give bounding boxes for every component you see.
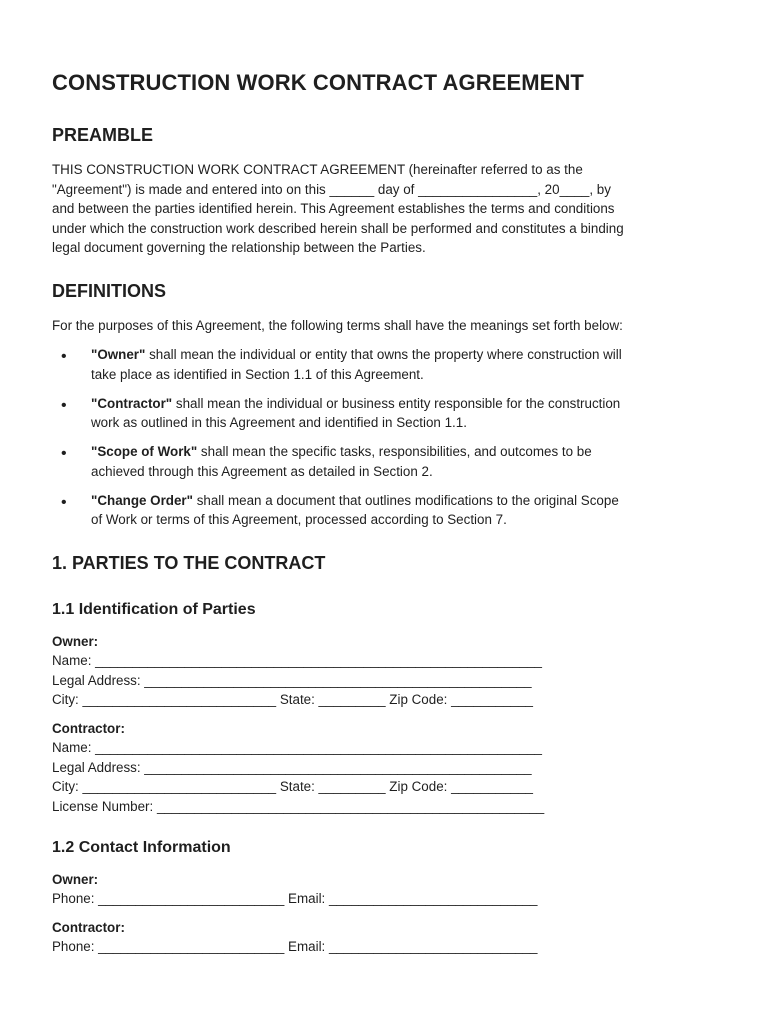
owner-label: Owner:	[52, 634, 99, 649]
definition-text: of Work or terms of this Agreement, processed according to Section 7.	[91, 512, 507, 528]
preamble-line: "Agreement") is made and entered into on this ______ day of ________________, 20____, by	[52, 181, 611, 197]
definitions-intro-text: For the purposes of this Agreement, the following terms shall have the meanings set forth below:	[52, 318, 623, 333]
owner-city-state-zip-field[interactable]: City: __________________________ State: _________ Zip Code: ___________	[52, 692, 533, 708]
definition-text: shall mean the individual or business entity responsible for the construction	[172, 395, 621, 411]
contractor-label: Contractor:	[52, 721, 125, 736]
contractor-city-state-zip-field[interactable]: City: __________________________ State: _________ Zip Code: ___________	[52, 779, 533, 795]
contractor-name-field[interactable]: Name: ____________________________________________________________	[52, 740, 542, 756]
contractor-license-field[interactable]: License Number: ____________________________________________________	[52, 798, 545, 814]
definition-text: take place as identified in Section 1.1 of this Agreement.	[91, 366, 424, 382]
definition-item	[52, 345, 722, 384]
definition-item	[52, 442, 722, 481]
owner-name-field[interactable]: Name: ____________________________________________________________	[52, 653, 542, 669]
document-title: CONSTRUCTION WORK CONTRACT AGREEMENT	[52, 70, 584, 95]
definitions-intro	[52, 316, 722, 336]
definition-term: "Change Order"	[91, 492, 193, 508]
definitions-list	[52, 345, 722, 539]
section-1-2-heading: 1.2 Contact Information	[52, 839, 231, 856]
definition-term: "Scope of Work"	[91, 444, 198, 460]
owner-contact-block	[52, 870, 722, 909]
preamble-line: THIS CONSTRUCTION WORK CONTRACT AGREEMENT (hereinafter referred to as the	[52, 162, 583, 177]
definition-item	[52, 491, 722, 530]
owner-contact-label: Owner:	[52, 872, 99, 887]
preamble-line: legal document governing the relationship between the Parties.	[52, 240, 426, 256]
contractor-address-field[interactable]: Legal Address: ____________________________________________________	[52, 759, 532, 775]
contractor-contact-block	[52, 918, 722, 957]
section-1-1-heading: 1.1 Identification of Parties	[52, 601, 256, 618]
preamble-heading: PREAMBLE	[52, 125, 154, 145]
definition-text: shall mean the individual or entity that owns the property where construction will	[145, 347, 622, 362]
contractor-phone-email-field[interactable]: Phone: _________________________ Email: ____________________________	[52, 939, 538, 955]
preamble-line: under which the construction work described herein shall be performed and constitutes a binding	[52, 220, 624, 236]
bullet-icon: •	[61, 493, 67, 511]
contractor-contact-label: Contractor:	[52, 920, 125, 935]
bullet-icon: •	[61, 348, 67, 365]
definition-text: achieved through this Agreement as detailed in Section 2.	[91, 463, 433, 479]
definition-text: work as outlined in this Agreement and identified in Section 1.1.	[91, 415, 467, 431]
definition-term: "Owner"	[91, 347, 146, 362]
owner-phone-email-field[interactable]: Phone: _________________________ Email: ____________________________	[52, 891, 538, 907]
section-1-heading: 1. PARTIES TO THE CONTRACT	[52, 553, 326, 573]
definition-text: shall mean a document that outlines modifications to the original Scope	[193, 492, 619, 508]
bullet-icon: •	[61, 396, 67, 414]
definition-item	[52, 394, 722, 433]
definition-term: "Contractor"	[91, 395, 173, 411]
preamble-line: and between the parties identified herein. This Agreement establishes the terms and conditions	[52, 201, 615, 217]
contractor-identification-block	[52, 719, 722, 816]
bullet-icon: •	[61, 445, 67, 463]
definition-text: shall mean the specific tasks, responsibilities, and outcomes to be	[197, 444, 592, 460]
owner-identification-block	[52, 632, 722, 710]
definitions-heading: DEFINITIONS	[52, 281, 167, 301]
preamble-paragraph	[52, 160, 722, 258]
owner-address-field[interactable]: Legal Address: ____________________________________________________	[52, 672, 532, 688]
